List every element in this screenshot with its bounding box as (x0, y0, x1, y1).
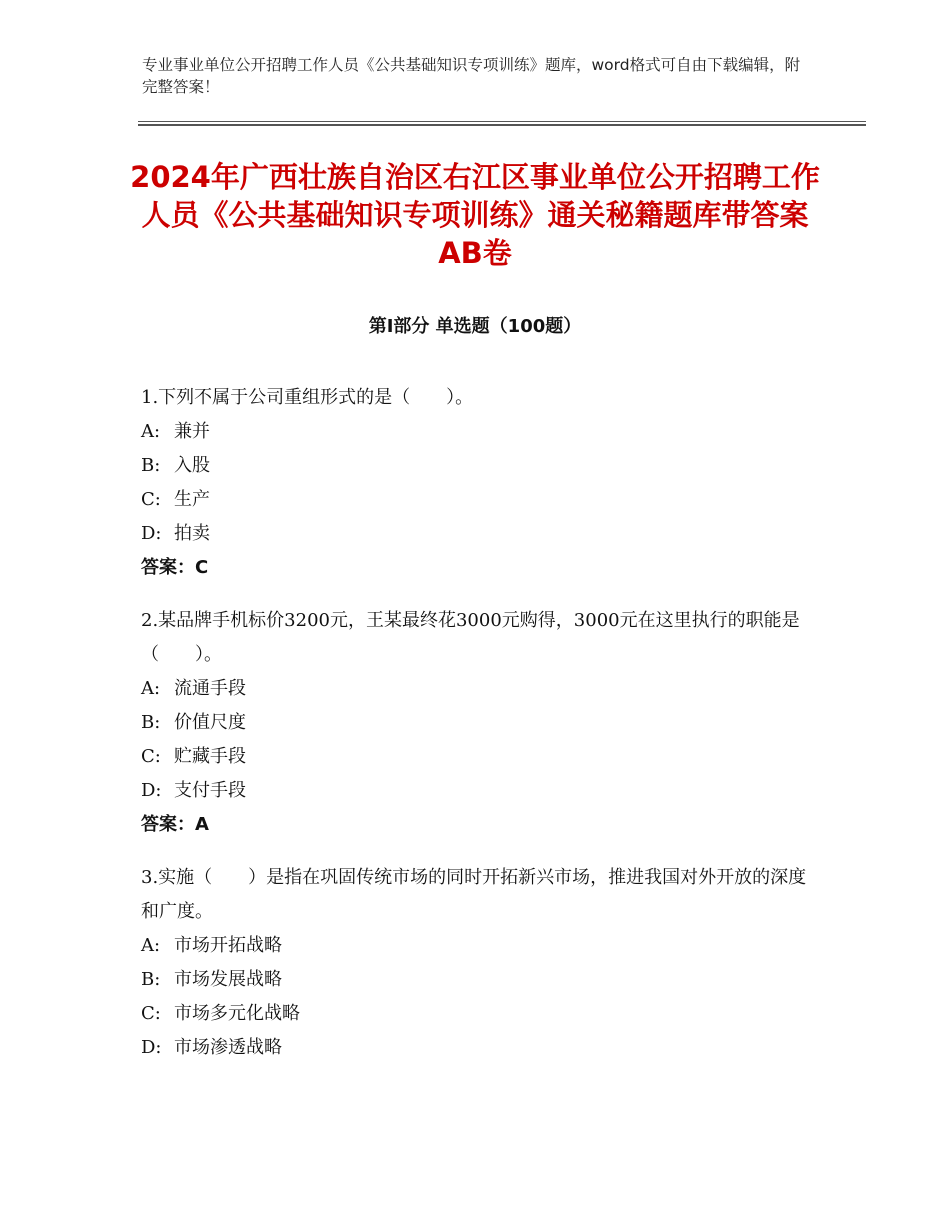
answer-line: 答案：C (141, 557, 209, 578)
option-letter: C: (141, 746, 161, 767)
header-divider-thick (138, 124, 866, 126)
option-text: 贮藏手段 (174, 746, 246, 767)
header-divider (138, 121, 866, 122)
option-b (141, 449, 811, 483)
option-b (141, 706, 811, 740)
option-a (141, 415, 811, 449)
option-d (141, 517, 811, 551)
question-1 (141, 381, 811, 585)
option-letter: C: (141, 1003, 161, 1024)
option-text: 入股 (174, 455, 210, 476)
option-a (141, 672, 811, 706)
document-title: 2024年广西壮族自治区右江区事业单位公开招聘工作人员《公共基础知识专项训练》通关秘籍题库带答案AB卷 (130, 160, 820, 270)
option-text: 市场渗透战略 (174, 1037, 282, 1058)
option-c (141, 483, 811, 517)
question-list (141, 381, 811, 1084)
option-c (141, 740, 811, 774)
option-d (141, 1031, 811, 1065)
option-text: 市场开拓战略 (174, 935, 282, 956)
option-letter: D: (141, 780, 162, 801)
question-3 (141, 861, 811, 1065)
header-note: 专业事业单位公开招聘工作人员《公共基础知识专项训练》题库，word格式可自由下载编辑，附完整答案！ (142, 56, 801, 96)
question-stem: 1.下列不属于公司重组形式的是（ ）。 (141, 387, 474, 408)
question-2 (141, 604, 811, 842)
option-c (141, 997, 811, 1031)
option-letter: A: (141, 678, 161, 699)
option-letter: D: (141, 523, 162, 544)
option-b (141, 963, 811, 997)
question-stem: 3.实施（ ）是指在巩固传统市场的同时开拓新兴市场，推进我国对外开放的深度和广度。 (141, 867, 807, 922)
option-text: 市场发展战略 (174, 969, 282, 990)
option-letter: D: (141, 1037, 162, 1058)
option-text: 生产 (174, 489, 210, 510)
option-letter: A: (141, 935, 161, 956)
option-letter: B: (141, 969, 161, 990)
option-text: 支付手段 (174, 780, 246, 801)
option-letter: B: (141, 712, 161, 733)
question-stem: 2.某品牌手机标价3200元，王某最终花3000元购得，3000元在这里执行的职能是（ ）。 (141, 610, 800, 665)
option-letter: A: (141, 421, 161, 442)
option-letter: C: (141, 489, 161, 510)
option-d (141, 774, 811, 808)
section-heading: 第Ⅰ部分 单选题（100题） (368, 316, 582, 337)
option-a (141, 929, 811, 963)
option-text: 市场多元化战略 (174, 1003, 300, 1024)
answer-line: 答案：A (141, 814, 209, 835)
option-text: 流通手段 (174, 678, 246, 699)
option-text: 兼并 (174, 421, 210, 442)
option-text: 拍卖 (174, 523, 210, 544)
option-text: 价值尺度 (174, 712, 246, 733)
option-letter: B: (141, 455, 161, 476)
